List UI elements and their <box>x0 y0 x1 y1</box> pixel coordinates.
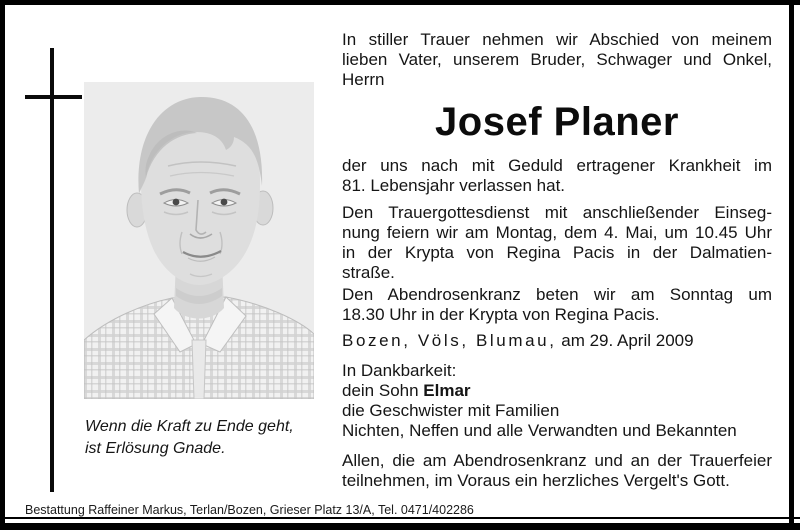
intro-line: Herrn <box>342 70 385 89</box>
place-names: Bozen, Völs, Blumau, <box>342 331 557 350</box>
frame-rule-thin <box>0 517 800 519</box>
rosary-line: 18.30 Uhr in der Krypta von Regina Pacis. <box>342 305 660 324</box>
service-line: nung feiern wir am Montag, dem 4. Mai, um 10.45 Uhr <box>342 223 772 242</box>
mourner-line: die Geschwister mit Familien <box>342 401 560 420</box>
son-name: Elmar <box>423 381 471 400</box>
frame-border-top <box>0 0 800 5</box>
notice-text-column <box>342 30 772 491</box>
closing-line: Allen, die am Abendrosenkranz und an der Trauerfeier <box>342 451 772 470</box>
portrait-photo <box>84 82 314 399</box>
intro-line: In stiller Trauer nehmen wir Abschied von meinem <box>342 30 772 49</box>
quote-line: Wenn die Kraft zu Ende geht, <box>85 418 294 435</box>
son-prefix: dein Sohn <box>342 381 424 400</box>
death-line: 81. Lebensjahr verlassen hat. <box>342 176 566 195</box>
closing-paragraph <box>342 451 772 491</box>
deceased-name: Josef Planer <box>435 100 679 144</box>
frame-border-bottom <box>0 523 800 530</box>
mourner-line: Nichten, Neffen und alle Verwandten und Bekannten <box>342 421 737 440</box>
frame-border-right <box>789 0 794 530</box>
service-line: Den Trauergottesdienst mit anschließender Einseg- <box>342 203 772 222</box>
service-paragraph <box>342 203 772 283</box>
cross-horizontal-bar <box>25 95 82 99</box>
memorial-quote <box>85 416 325 460</box>
rosary-paragraph <box>342 285 772 325</box>
service-line: straße. <box>342 263 395 282</box>
quote-line: ist Erlösung Gnade. <box>85 440 226 457</box>
intro-paragraph <box>342 30 772 90</box>
place-date-line <box>342 331 772 351</box>
death-line: der uns nach mit Geduld ertragener Krankheit im <box>342 156 772 175</box>
service-line: in der Krypta von Regina Pacis in der Dalmatien- <box>342 243 772 262</box>
notice-date: am 29. April 2009 <box>556 331 694 350</box>
frame-border-left <box>0 0 5 530</box>
rosary-line: Den Abendrosenkranz beten wir am Sonntag um <box>342 285 772 304</box>
gratitude-line: In Dankbarkeit: <box>342 361 457 380</box>
intro-line: lieben Vater, unserem Bruder, Schwager und Onkel, <box>342 50 772 69</box>
funeral-home-credit: Bestattung Raffeiner Markus, Terlan/Bozen, Grieser Platz 13/A, Tel. 0471/402286 <box>25 503 474 517</box>
closing-line: teilnehmen, im Voraus ein herzliches Vergelt's Gott. <box>342 471 730 490</box>
mourners-list <box>342 381 772 441</box>
mourner-son-line <box>342 381 772 401</box>
cross-vertical-bar <box>50 48 54 492</box>
death-paragraph <box>342 156 772 196</box>
